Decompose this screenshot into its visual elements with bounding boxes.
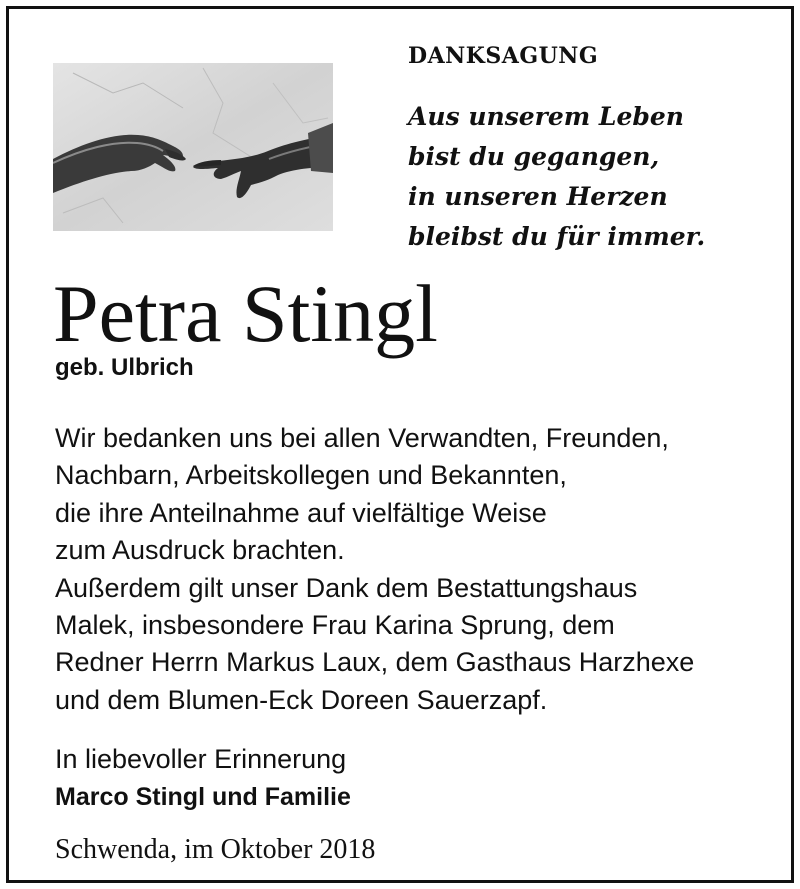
poem-line: bist du gegangen, (408, 142, 660, 171)
closing-block (55, 740, 351, 816)
hands-photo (53, 63, 333, 231)
poem-line: bleibst du für immer. (408, 222, 706, 251)
creation-hands-image (53, 63, 333, 231)
thanks-line: Außerdem gilt unser Dank dem Bestattungshaus (55, 572, 638, 603)
poem-line: in unseren Herzen (408, 182, 668, 211)
thanks-line: Nachbarn, Arbeitskollegen und Bekannten, (55, 460, 567, 491)
deceased-name: Petra Stingl (53, 268, 438, 359)
thanks-line: Wir bedanken uns bei allen Verwandten, Freunden, (55, 423, 669, 453)
birth-name: geb. Ulbrich (55, 354, 194, 381)
thanks-line: zum Ausdruck brachten. (55, 535, 345, 566)
signers: Marco Stingl und Familie (55, 783, 351, 811)
notice-heading: DANKSAGUNG (408, 43, 599, 69)
poem-line: Aus unserem Leben (408, 102, 684, 131)
thanks-line: die ihre Anteilnahme auf vielfältige Weise (55, 497, 547, 528)
place-date: Schwenda, im Oktober 2018 (55, 834, 376, 865)
thanks-line: und dem Blumen-Eck Doreen Sauerzapf. (55, 684, 548, 715)
thanks-text (55, 420, 694, 719)
closing-line: In liebevoller Erinnerung (55, 744, 347, 774)
thanks-line: Redner Herrn Markus Laux, dem Gasthaus Harzhexe (55, 647, 695, 678)
poem (408, 97, 705, 257)
thanks-line: Malek, insbesondere Frau Karina Sprung, dem (55, 609, 615, 640)
obituary-frame (6, 6, 794, 883)
